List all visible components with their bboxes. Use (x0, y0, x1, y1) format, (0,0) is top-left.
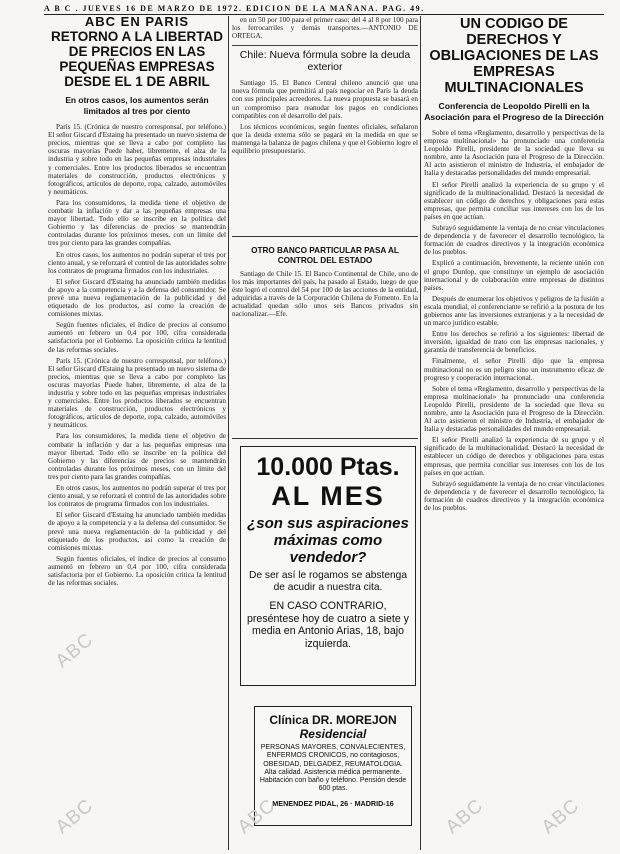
paragraph: Santiago de Chile 15. El Banco Continental de Chile, uno de los más importantes del país, ha pasado al Estado, luego de que éste logró el control del 54 por 100 de las acciones de la entidad, adquiridas a través de la Corporación Chilena de Fomento. En la actualidad quedan sólo unos seis Bancos privados sin nacionalizar.—Efe. (232, 270, 418, 319)
headline-chile: Chile: Nueva fórmula sobre la deuda exterior (232, 45, 418, 73)
paragraph: Sobre el tema «Reglamento, desarrollo y perspectivas de la empresa multinacional» ha pronunciado una conferencia Leopoldo Pirelli, presidente de la sociedad que lleva su nombre, ante la Asociación para el Progreso de la Dirección. Al acto asistieron el ministro de Industria, el embajador de Italia y destacadas personalidades del mundo empresarial. (424, 129, 604, 178)
watermark: ABC (51, 795, 98, 839)
section-divider (232, 438, 418, 439)
section-divider (232, 236, 418, 237)
watermark: ABC (441, 795, 488, 839)
column-divider (228, 16, 229, 850)
paragraph: En otros casos, los aumentos no podrán superar el tres por ciento anual, y se reforzará el control de las autoridades sobre los contratos de programa firmados con los industriales. (48, 484, 226, 509)
headline-precios: RETORNO A LA LIBERTAD DE PRECIOS EN LAS PEQUEÑAS EMPRESAS DESDE EL 1 DE ABRIL (51, 29, 223, 90)
ad-question: ¿son sus aspiraciones máximas como vendedor? (247, 515, 409, 566)
subhead-pirelli: Conferencia de Leopoldo Pirelli en la Asociación para el Progreso de la Dirección (424, 101, 604, 122)
watermark: ABC (537, 795, 584, 839)
paragraph: Los técnicos económicos, según fuentes oficiales, señalaron que la deuda externa sólo se pagará en la medida en que se mantenga la balanza de pagos chilena y que el Gobierno logre el equilibrio presupuestario. (232, 122, 418, 156)
paragraph: Para los consumidores, la medida tiene el objetivo de combatir la inflación y dar a las pequeñas empresas una mayor libertad. Todo ello se inscribe en la política del Gobierno y las diferencias de precios se mantendrán controladas durante los próximos meses, con un límite del tres por ciento para las grandes compañías. (48, 432, 226, 481)
paragraph: Subrayó seguidamente la ventaja de no crear vinculaciones de dependencia y de favorecer el desarrollo tecnológico, la formación de cuadros directivos y la integración económica de los pueblos. (424, 224, 604, 257)
paragraph: en un 50 por 100 para el primer caso; del 4 al 8 por 100 para los ferrocarriles y demás transportes.—ANTONIO DE ORTEGA. (232, 16, 418, 41)
clinic-body: PERSONAS MAYORES, CONVALECIENTES, ENFERMOS CRONICOS, no contagiosos, OBESIDAD, DELGADEZ, REUMATOLOGIA. Alta calidad. Asistencia médica permanente. Habitación con baño y teléfono. Pensión desde 600 ptas. (259, 744, 407, 793)
clinic-address: MENENDEZ PIDAL, 26 · MADRID-16 (272, 798, 394, 808)
clinic-name: Clínica DR. MOREJON (269, 713, 397, 727)
paragraph: Según fuentes oficiales, el índice de precios al consumo aumentó en febrero un 0,4 por 100, cifra considerada satisfactoria por el Gobierno. La oposición critica la lentitud de las reformas sociales. (48, 321, 226, 354)
ad-period: AL MES (271, 481, 385, 511)
paragraph: El señor Giscard d'Estaing ha anunciado también medidas de apoyo a la competencia y a la defensa del consumidor. Se prevé una nueva reglamentación de la publicidad y del etiquetado de los productos, así como la creación de comisiones mixtas. (48, 511, 226, 552)
ad-line-1: De ser así le rogamos se abstenga de acudir a nuestra cita. (249, 570, 407, 593)
paragraph: El señor Pirelli analizó la experiencia de su grupo y el significado de la multinacionalidad. Destacó la necesidad de establecer un código de derechos y obligaciones para estas empresas, que permita conciliar sus intereses con los de los países en que actúan. (424, 436, 604, 477)
column-right (424, 16, 604, 850)
clinic-type: Residencial (299, 727, 367, 741)
watermark: ABC (233, 795, 280, 839)
watermark: ABC (51, 629, 98, 673)
paragraph: En otros casos, los aumentos no podrán superar el tres por ciento anual, y se reforzará el control de las autoridades sobre los contratos de programa firmados con los industriales. (48, 250, 226, 275)
column-middle (232, 16, 418, 238)
page-header: A B C . JUEVES 16 DE MARZO DE 1972. EDICION DE LA MAÑANA. PAG. 49. (44, 4, 604, 15)
paragraph: Subrayó seguidamente la ventaja de no crear vinculaciones de dependencia y de favorecer el desarrollo tecnológico, la formación de cuadros directivos y la integración económica de los pueblos. (424, 479, 604, 513)
paragraph: Entre los derechos se refirió a los siguientes: libertad de inversión, igualdad de trato con las empresas nacionales, y garantía de transferencia de beneficios. (424, 330, 604, 355)
paragraph: El señor Giscard d'Estaing ha anunciado también medidas de apoyo a la competencia y a la defensa del consumidor. Se prevé una nueva reglamentación de la publicidad y del etiquetado de los productos, así como la creación de comisiones mixtas. (48, 277, 226, 319)
paragraph: Finalmente, el señor Pirelli dijo que la empresa multinacional no es un peligro sino un instrumento eficaz de progreso y cooperación internacional. (424, 357, 604, 382)
paragraph: Explicó a continuación, brevemente, la reciente unión con el grupo Dunlop, que constituye un ejemplo de asociación internacional y de colaboración entre empresas de distintos países. (424, 259, 604, 292)
headline-banco: OTRO BANCO PARTICULAR PASA AL CONTROL DEL ESTADO (251, 246, 399, 265)
column-divider (420, 16, 421, 850)
ad-amount: 10.000 Ptas. (256, 453, 400, 481)
paragraph: París 15. (Crónica de nuestro corresponsal, por teléfono.) El señor Giscard d'Estaing ha presentado un nuevo sistema de precios, mientras que se lleva a cabo por completo las oscuras mayorías Puede haber, libremente, el alza de la industria y sobre todo en las pequeñas empresas industriales y comerciales. Entre los productos liberados se encuentran materiales de construcción, productos electrónicos y fotográficos, artículos de deporte, ropa, calzado, automóviles y neumáticos. (48, 123, 226, 196)
paragraph: Según fuentes oficiales, el índice de precios al consumo aumentó en febrero un 0,4 por 100, cifra considerada satisfactoria por el Gobierno. La oposición critica la lentitud de las reformas sociales. (48, 554, 226, 588)
ad-line-2: EN CASO CONTRARIO, preséntese hoy de cuatro a siete y media en Antonio Arias, 18, bajo izquierda. (247, 600, 409, 650)
paragraph: París 15. (Crónica de nuestro corresponsal, por teléfono.) El señor Giscard d'Estaing ha presentado un nuevo sistema de precios, mientras que se lleva a cabo por completo las oscuras mayorías Puede haber, libremente, el alza de la industria y sobre todo en las pequeñas empresas industriales y comerciales. Entre los productos liberados se encuentran materiales de construcción, productos electrónicos y fotográficos, artículos de deporte, ropa, calzado, automóviles y neumáticos. (48, 356, 226, 430)
headline-multinacionales: UN CODIGO DE DERECHOS Y OBLIGACIONES DE LAS EMPRESAS MULTINACIONALES (429, 16, 599, 96)
paragraph: Para los consumidores, la medida tiene el objetivo de combatir la inflación y dar a las pequeñas empresas una mayor libertad. Todo ello se inscribe en la política del Gobierno y las diferencias de precios se mantendrán controladas durante los próximos meses, con un límite del tres por ciento para las grandes compañías. (48, 198, 226, 248)
column-middle-lower (232, 238, 418, 434)
paragraph: El señor Pirelli analizó la experiencia de su grupo y el significado de la multinacionalidad. Destacó la necesidad de establecer un código de derechos y obligaciones para estas empresas, que permita conciliar sus intereses con los de los países en que actúan. (424, 180, 604, 221)
paragraph: Santiago 15. El Banco Central chileno anunció que una nueva fórmula que permitirá al país negociar en París la deuda con sus principales acreedores. La nueva propuesta se basará en un compromiso para reanudar los pagos en condiciones compatibles con el desarrollo del país. (232, 79, 418, 120)
column-left (48, 16, 226, 850)
paragraph: Después de enumerar los objetivos y peligros de la fusión a escala mundial, el conferenciante se refirió a la postura de los gobiernos ante las inversiones extranjeras y a la necesidad de un marco jurídico estable. (424, 294, 604, 328)
section-kicker: ABC EN PARIS (84, 16, 190, 29)
job-advertisement (240, 446, 416, 686)
paragraph: Sobre el tema «Reglamento, desarrollo y perspectivas de la empresa multinacional» ha pronunciado una conferencia Leopoldo Pirelli, presidente de la sociedad que lleva su nombre, ante la Asociación para el Progreso de la Dirección. Al acto asistieron el ministro de Industria, el embajador de Italia y destacadas personalidades del mundo empresarial. (424, 384, 604, 434)
subhead-precios: En otros casos, los aumentos serán limitados al tres por ciento (65, 95, 209, 117)
